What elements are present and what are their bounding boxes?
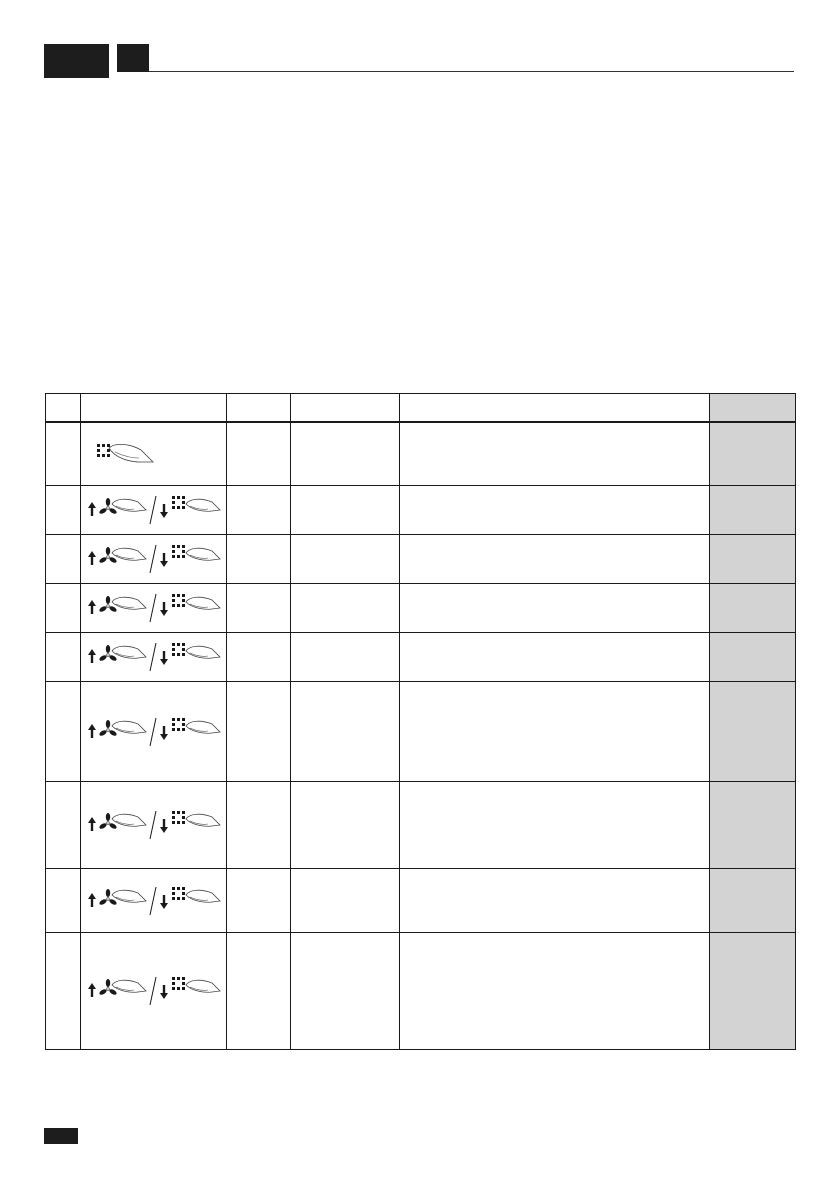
table-cell-number — [46, 486, 81, 535]
table-cell-setting — [291, 422, 400, 486]
column-header-notes — [710, 394, 796, 422]
column-header-action — [81, 394, 227, 422]
table-cell-number — [46, 633, 81, 682]
table-cell-code — [227, 682, 291, 782]
table-cell-action — [81, 633, 227, 682]
table-cell-notes — [710, 535, 796, 584]
table-cell-description — [400, 933, 710, 1050]
fan-up-menu-down-icon — [86, 716, 222, 748]
table-cell-setting — [291, 869, 400, 933]
table-row — [46, 682, 796, 782]
table-cell-setting — [291, 782, 400, 869]
table-cell-description — [400, 486, 710, 535]
table-cell-code — [227, 584, 291, 633]
table-cell-setting — [291, 584, 400, 633]
table-header-row — [46, 394, 796, 422]
table-cell-action — [81, 782, 227, 869]
table-cell-description — [400, 869, 710, 933]
page-number-block — [44, 1128, 78, 1144]
table-row — [46, 633, 796, 682]
table-cell-description — [400, 682, 710, 782]
table-cell-notes — [710, 933, 796, 1050]
menu-press-icon — [89, 436, 219, 472]
table-cell-action — [81, 486, 227, 535]
table-row — [46, 535, 796, 584]
column-header-number — [46, 394, 81, 422]
table-row — [46, 782, 796, 869]
table-cell-action — [81, 422, 227, 486]
header-section-block — [44, 44, 109, 78]
table-cell-setting — [291, 486, 400, 535]
table-cell-description — [400, 422, 710, 486]
table-cell-action — [81, 933, 227, 1050]
table-cell-description — [400, 782, 710, 869]
table-cell-code — [227, 782, 291, 869]
header-divider — [149, 71, 794, 72]
table-cell-action — [81, 682, 227, 782]
column-header-description — [400, 394, 710, 422]
table-cell-code — [227, 869, 291, 933]
column-header-setting — [291, 394, 400, 422]
table-cell-code — [227, 933, 291, 1050]
header-subsection-block — [117, 44, 149, 72]
table-cell-code — [227, 633, 291, 682]
table-cell-notes — [710, 869, 796, 933]
table-row — [46, 933, 796, 1050]
table-cell-action — [81, 584, 227, 633]
table-cell-number — [46, 782, 81, 869]
table-cell-notes — [710, 682, 796, 782]
table-cell-number — [46, 584, 81, 633]
table-cell-setting — [291, 682, 400, 782]
table-cell-setting — [291, 933, 400, 1050]
table-cell-action — [81, 869, 227, 933]
table-cell-code — [227, 486, 291, 535]
table-cell-description — [400, 535, 710, 584]
fan-up-menu-down-icon — [86, 975, 222, 1007]
table-row — [46, 422, 796, 486]
fan-up-menu-down-icon — [86, 885, 222, 917]
column-header-code — [227, 394, 291, 422]
table-cell-notes — [710, 782, 796, 869]
table-cell-description — [400, 584, 710, 633]
table-cell-number — [46, 422, 81, 486]
table-cell-number — [46, 535, 81, 584]
table-cell-setting — [291, 633, 400, 682]
table-row — [46, 869, 796, 933]
table-cell-code — [227, 535, 291, 584]
table-cell-action — [81, 535, 227, 584]
table-cell-code — [227, 422, 291, 486]
table-cell-notes — [710, 584, 796, 633]
table-row — [46, 584, 796, 633]
table-cell-number — [46, 933, 81, 1050]
table-cell-description — [400, 633, 710, 682]
fan-up-menu-down-icon — [86, 592, 222, 624]
table-cell-notes — [710, 633, 796, 682]
table-cell-number — [46, 682, 81, 782]
settings-table — [45, 393, 796, 1050]
fan-up-menu-down-icon — [86, 543, 222, 575]
fan-up-menu-down-icon — [86, 494, 222, 526]
table-cell-number — [46, 869, 81, 933]
table-cell-notes — [710, 486, 796, 535]
fan-up-menu-down-icon — [86, 641, 222, 673]
table-cell-setting — [291, 535, 400, 584]
table-row — [46, 486, 796, 535]
fan-up-menu-down-icon — [86, 809, 222, 841]
table-cell-notes — [710, 422, 796, 486]
